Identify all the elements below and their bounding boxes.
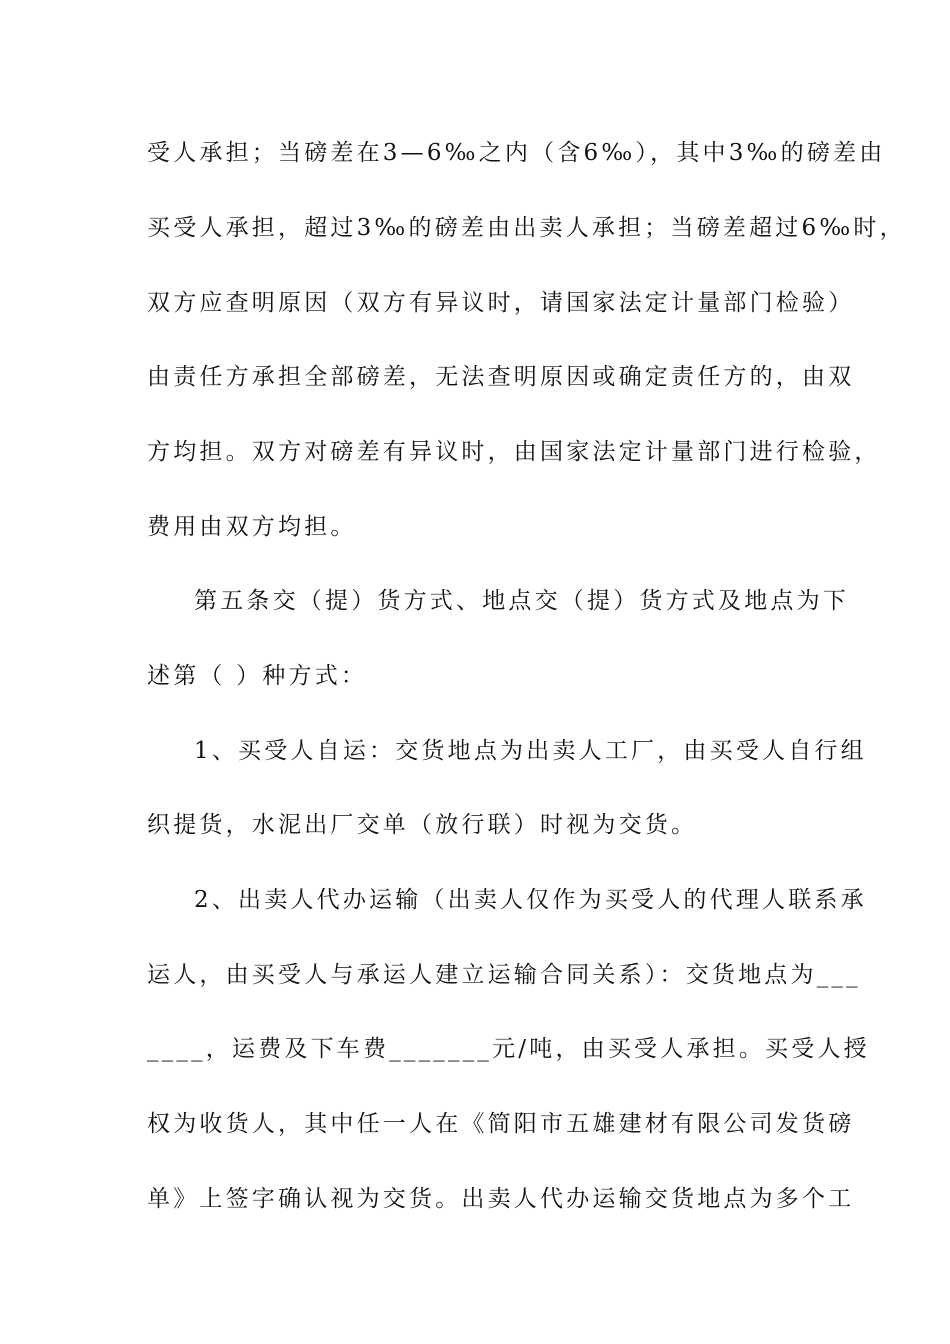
text-line: 双方应查明原因（双方有异议时，请国家法定计量部门检验） <box>147 290 855 316</box>
text-line: 由责任方承担全部磅差，无法查明原因或确定责任方的，由双 <box>147 364 855 390</box>
text-line: 方均担。双方对磅差有异议时，由国家法定计量部门进行检验， <box>147 439 881 465</box>
text-line: 织提货，水泥出厂交单（放行联）时视为交货。 <box>147 812 698 838</box>
text-line: 述第（ ）种方式： <box>147 663 368 689</box>
list-item: 1、买受人自运：交货地点为出卖人工厂，由买受人自行组 <box>194 738 867 764</box>
text-line: 权为收货人，其中任一人在《简阳市五雄建材有限公司发货磅 <box>147 1111 855 1137</box>
list-item: 2、出卖人代办运输（出卖人仅作为买受人的代理人联系承 <box>194 887 867 913</box>
text-line: 单》上签字确认视为交货。出卖人代办运输交货地点为多个工 <box>147 1186 855 1212</box>
text-line: 买受人承担，超过3‰的磅差由出卖人承担；当磅差超过6‰时， <box>147 215 906 241</box>
text-line: 费用由双方均担。 <box>147 514 357 540</box>
text-line: 运人，由买受人与承运人建立运输合同关系）：交货地点为___ <box>147 962 861 988</box>
text-line: 受人承担；当磅差在3—6‰之内（含6‰），其中3‰的磅差由 <box>147 140 886 166</box>
text-line: ____，运费及下车费_______元/吨，由买受人承担。买受人授 <box>147 1036 870 1062</box>
article-heading: 第五条交（提）货方式、地点交（提）货方式及地点为下 <box>194 588 849 614</box>
